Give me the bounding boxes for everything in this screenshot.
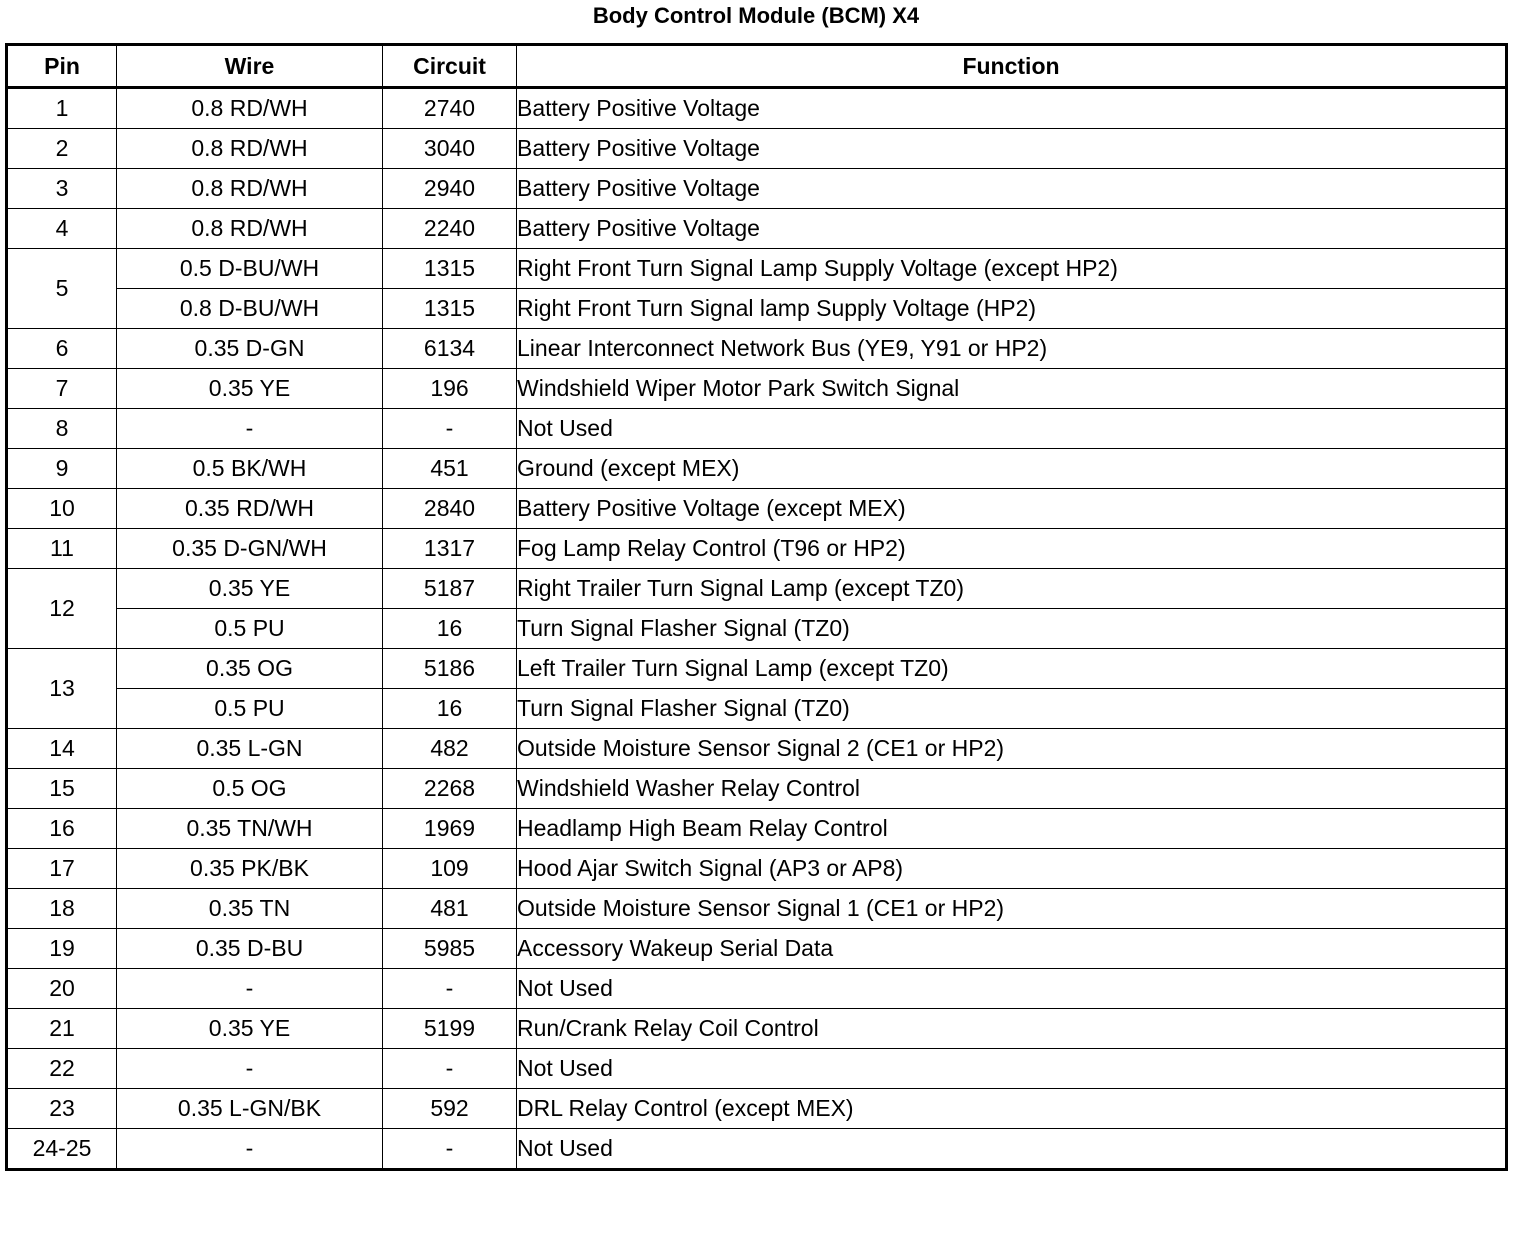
table-row bbox=[7, 649, 1507, 689]
table-row bbox=[7, 169, 1507, 209]
pin-cell: 23 bbox=[7, 1089, 117, 1129]
table-row bbox=[7, 409, 1507, 449]
wire-cell: 0.5 PU bbox=[117, 609, 383, 649]
circuit-cell: 3040 bbox=[383, 129, 517, 169]
table-row bbox=[7, 1049, 1507, 1089]
pin-cell: 4 bbox=[7, 209, 117, 249]
function-cell: Not Used bbox=[517, 1049, 1507, 1089]
function-cell: Battery Positive Voltage bbox=[517, 88, 1507, 129]
pin-cell: 10 bbox=[7, 489, 117, 529]
pin-cell: 9 bbox=[7, 449, 117, 489]
wire-cell: 0.35 RD/WH bbox=[117, 489, 383, 529]
circuit-cell: 16 bbox=[383, 609, 517, 649]
pin-cell: 7 bbox=[7, 369, 117, 409]
wire-cell: 0.35 TN/WH bbox=[117, 809, 383, 849]
pin-cell: 16 bbox=[7, 809, 117, 849]
wire-cell: 0.8 RD/WH bbox=[117, 129, 383, 169]
circuit-cell: 2840 bbox=[383, 489, 517, 529]
circuit-cell: 482 bbox=[383, 729, 517, 769]
circuit-cell: 5187 bbox=[383, 569, 517, 609]
pin-cell: 11 bbox=[7, 529, 117, 569]
wire-cell: 0.5 PU bbox=[117, 689, 383, 729]
circuit-cell: 1315 bbox=[383, 289, 517, 329]
circuit-cell: - bbox=[383, 1129, 517, 1170]
wire-cell: 0.5 OG bbox=[117, 769, 383, 809]
pin-cell: 21 bbox=[7, 1009, 117, 1049]
table-row bbox=[7, 929, 1507, 969]
circuit-cell: 6134 bbox=[383, 329, 517, 369]
circuit-cell: 2240 bbox=[383, 209, 517, 249]
function-cell: Not Used bbox=[517, 1129, 1507, 1170]
function-cell: Left Trailer Turn Signal Lamp (except TZ0) bbox=[517, 649, 1507, 689]
wire-cell: - bbox=[117, 1049, 383, 1089]
wire-cell: 0.35 OG bbox=[117, 649, 383, 689]
header-circuit: Circuit bbox=[383, 45, 517, 88]
pin-cell: 2 bbox=[7, 129, 117, 169]
function-cell: Right Front Turn Signal lamp Supply Voltage (HP2) bbox=[517, 289, 1507, 329]
circuit-cell: 2268 bbox=[383, 769, 517, 809]
header-wire: Wire bbox=[117, 45, 383, 88]
function-cell: Right Front Turn Signal Lamp Supply Voltage (except HP2) bbox=[517, 249, 1507, 289]
circuit-cell: 451 bbox=[383, 449, 517, 489]
function-cell: Windshield Wiper Motor Park Switch Signal bbox=[517, 369, 1507, 409]
circuit-cell: 481 bbox=[383, 889, 517, 929]
page-title: Body Control Module (BCM) X4 bbox=[592, 3, 920, 28]
table-row bbox=[7, 529, 1507, 569]
wire-cell: - bbox=[117, 409, 383, 449]
table-row bbox=[7, 249, 1507, 289]
table-row bbox=[7, 1009, 1507, 1049]
pin-cell: 3 bbox=[7, 169, 117, 209]
table-row bbox=[7, 489, 1507, 529]
function-cell: Ground (except MEX) bbox=[517, 449, 1507, 489]
wire-cell: 0.35 PK/BK bbox=[117, 849, 383, 889]
table-row bbox=[7, 849, 1507, 889]
wire-cell: 0.5 D-BU/WH bbox=[117, 249, 383, 289]
wire-cell: - bbox=[117, 1129, 383, 1170]
circuit-cell: 5985 bbox=[383, 929, 517, 969]
pin-cell: 20 bbox=[7, 969, 117, 1009]
function-cell: Battery Positive Voltage (except MEX) bbox=[517, 489, 1507, 529]
function-cell: Turn Signal Flasher Signal (TZ0) bbox=[517, 689, 1507, 729]
wire-cell: - bbox=[117, 969, 383, 1009]
pin-cell: 24-25 bbox=[7, 1129, 117, 1170]
pin-cell: 22 bbox=[7, 1049, 117, 1089]
function-cell: Right Trailer Turn Signal Lamp (except TZ0) bbox=[517, 569, 1507, 609]
pin-cell: 15 bbox=[7, 769, 117, 809]
function-cell: Not Used bbox=[517, 409, 1507, 449]
wire-cell: 0.35 YE bbox=[117, 1009, 383, 1049]
circuit-cell: 592 bbox=[383, 1089, 517, 1129]
table-row bbox=[7, 1129, 1507, 1170]
circuit-cell: 1315 bbox=[383, 249, 517, 289]
header-row bbox=[7, 45, 1507, 88]
function-cell: Accessory Wakeup Serial Data bbox=[517, 929, 1507, 969]
wire-cell: 0.35 YE bbox=[117, 369, 383, 409]
function-cell: Outside Moisture Sensor Signal 1 (CE1 or HP2) bbox=[517, 889, 1507, 929]
wire-cell: 0.35 L-GN/BK bbox=[117, 1089, 383, 1129]
wire-cell: 0.8 D-BU/WH bbox=[117, 289, 383, 329]
wire-cell: 0.35 YE bbox=[117, 569, 383, 609]
pin-cell: 12 bbox=[7, 569, 117, 649]
function-cell: Outside Moisture Sensor Signal 2 (CE1 or HP2) bbox=[517, 729, 1507, 769]
table-row bbox=[7, 369, 1507, 409]
pin-cell: 14 bbox=[7, 729, 117, 769]
table-row bbox=[7, 569, 1507, 609]
function-cell: Run/Crank Relay Coil Control bbox=[517, 1009, 1507, 1049]
circuit-cell: - bbox=[383, 1049, 517, 1089]
table-row bbox=[7, 609, 1507, 649]
wire-cell: 0.35 D-GN bbox=[117, 329, 383, 369]
function-cell: Linear Interconnect Network Bus (YE9, Y91 or HP2) bbox=[517, 329, 1507, 369]
wire-cell: 0.35 D-GN/WH bbox=[117, 529, 383, 569]
circuit-cell: 2740 bbox=[383, 88, 517, 129]
function-cell: Turn Signal Flasher Signal (TZ0) bbox=[517, 609, 1507, 649]
table-row bbox=[7, 449, 1507, 489]
table-row bbox=[7, 1089, 1507, 1129]
circuit-cell: 16 bbox=[383, 689, 517, 729]
table-row bbox=[7, 329, 1507, 369]
wire-cell: 0.35 TN bbox=[117, 889, 383, 929]
function-cell: Windshield Washer Relay Control bbox=[517, 769, 1507, 809]
table-row bbox=[7, 209, 1507, 249]
wire-cell: 0.35 D-BU bbox=[117, 929, 383, 969]
function-cell: Battery Positive Voltage bbox=[517, 209, 1507, 249]
wire-cell: 0.8 RD/WH bbox=[117, 209, 383, 249]
function-cell: Headlamp High Beam Relay Control bbox=[517, 809, 1507, 849]
table-row bbox=[7, 129, 1507, 169]
table-row bbox=[7, 969, 1507, 1009]
pin-cell: 13 bbox=[7, 649, 117, 729]
wire-cell: 0.5 BK/WH bbox=[117, 449, 383, 489]
circuit-cell: - bbox=[383, 969, 517, 1009]
function-cell: Not Used bbox=[517, 969, 1507, 1009]
wire-cell: 0.8 RD/WH bbox=[117, 169, 383, 209]
function-cell: Hood Ajar Switch Signal (AP3 or AP8) bbox=[517, 849, 1507, 889]
function-cell: DRL Relay Control (except MEX) bbox=[517, 1089, 1507, 1129]
circuit-cell: 5199 bbox=[383, 1009, 517, 1049]
table-row bbox=[7, 769, 1507, 809]
pin-cell: 19 bbox=[7, 929, 117, 969]
table-header bbox=[7, 45, 1507, 88]
header-pin: Pin bbox=[7, 45, 117, 88]
table-row bbox=[7, 289, 1507, 329]
pin-cell: 1 bbox=[7, 88, 117, 129]
function-cell: Battery Positive Voltage bbox=[517, 129, 1507, 169]
pin-cell: 5 bbox=[7, 249, 117, 329]
pin-cell: 8 bbox=[7, 409, 117, 449]
table-row bbox=[7, 809, 1507, 849]
function-cell: Battery Positive Voltage bbox=[517, 169, 1507, 209]
circuit-cell: 109 bbox=[383, 849, 517, 889]
circuit-cell: 2940 bbox=[383, 169, 517, 209]
circuit-cell: 1317 bbox=[383, 529, 517, 569]
table-row bbox=[7, 729, 1507, 769]
table-row bbox=[7, 689, 1507, 729]
circuit-cell: 5186 bbox=[383, 649, 517, 689]
wire-cell: 0.8 RD/WH bbox=[117, 88, 383, 129]
circuit-cell: 1969 bbox=[383, 809, 517, 849]
circuit-cell: 196 bbox=[383, 369, 517, 409]
pin-cell: 6 bbox=[7, 329, 117, 369]
wire-cell: 0.35 L-GN bbox=[117, 729, 383, 769]
function-cell: Fog Lamp Relay Control (T96 or HP2) bbox=[517, 529, 1507, 569]
pin-cell: 18 bbox=[7, 889, 117, 929]
table-body bbox=[7, 88, 1507, 1170]
table-row bbox=[7, 889, 1507, 929]
pinout-table bbox=[5, 43, 1508, 1171]
pin-cell: 17 bbox=[7, 849, 117, 889]
table-row bbox=[7, 88, 1507, 129]
circuit-cell: - bbox=[383, 409, 517, 449]
header-function: Function bbox=[517, 45, 1507, 88]
